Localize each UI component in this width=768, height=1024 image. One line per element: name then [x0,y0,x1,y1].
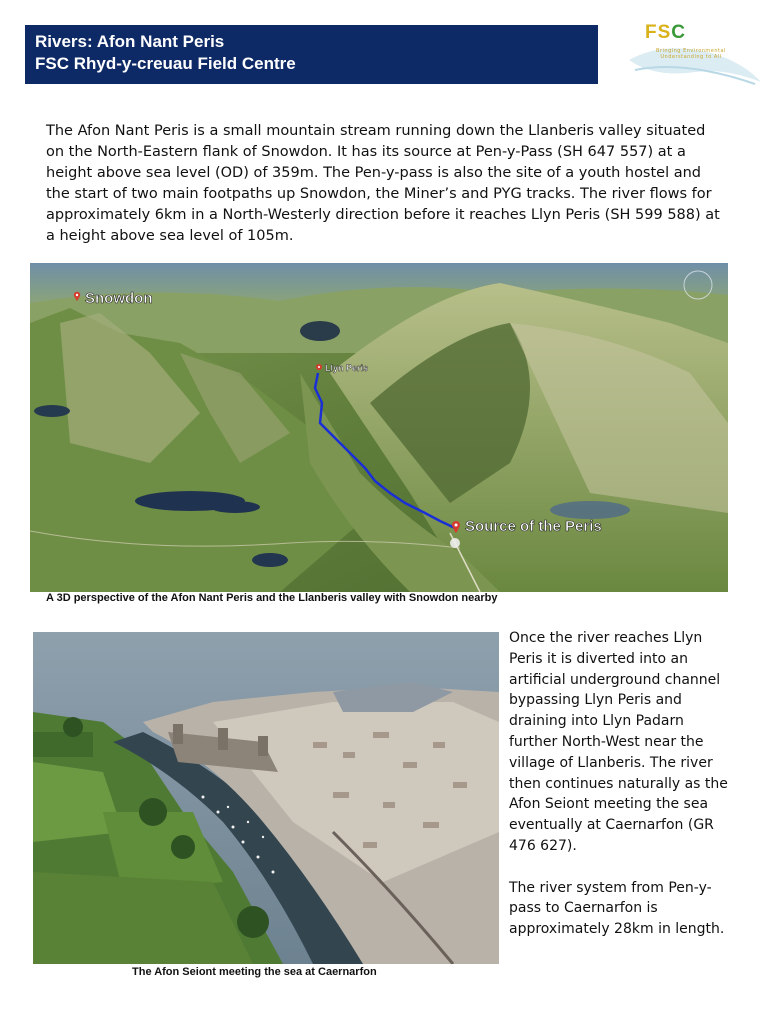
side-paragraph-2: The river system from Pen-y-pass to Caernarfon is approximately 28km in length. [509,879,725,938]
fsc-logo [625,20,763,86]
side-paragraph-1: Once the river reaches Llyn Peris it is diverted into an artificial underground channel bypassing Llyn Peris and draining into Llyn Padarn further North-West near the village of Llanberis. The river then continues naturally as the Afon Seiont meeting the sea eventually at Caernarfon (GR 476 627). [509,630,728,854]
valley-3d-map-image [30,263,728,592]
side-text-column [509,628,731,961]
caernarfon-aerial-photo [33,632,499,964]
map-caption: A 3D perspective of the Afon Nant Peris and the Llanberis valley with Snowdon nearby [46,592,498,604]
llyn-peris-marker [316,364,322,370]
logo-tagline: Bringing Environmental Understanding to All [656,48,726,60]
photo-caption: The Afon Seiont meeting the sea at Caernarfon [132,966,377,978]
llyn-peris-label: Llyn Peris [325,363,369,373]
document-header [25,25,598,84]
caernarfon-aerial-image [33,632,499,964]
logo-wordmark: FSC [645,22,687,43]
page-title: Rivers: Afon Nant Peris [35,32,225,51]
page-subtitle: FSC Rhyd-y-creuau Field Centre [35,54,296,73]
source-label: Source of the Peris [465,518,602,535]
intro-paragraph: The Afon Nant Peris is a small mountain stream running down the Llanberis valley situated on the North-Eastern flank of Snowdon. It has its source at Pen-y-Pass (SH 647 557) at a height above sea level (OD) of 359m. The Pen-y-pass is also the site of a youth hostel and the start of two main footpaths up Snowdon, the Miner’s and PYG tracks. The river flows for approximately 6km in a North-Westerly direction before it reaches Llyn Peris (SH 599 588) at a height above sea level of 105m. [46,123,720,244]
snowdon-label: Snowdon [85,290,153,307]
valley-3d-map [30,263,728,592]
